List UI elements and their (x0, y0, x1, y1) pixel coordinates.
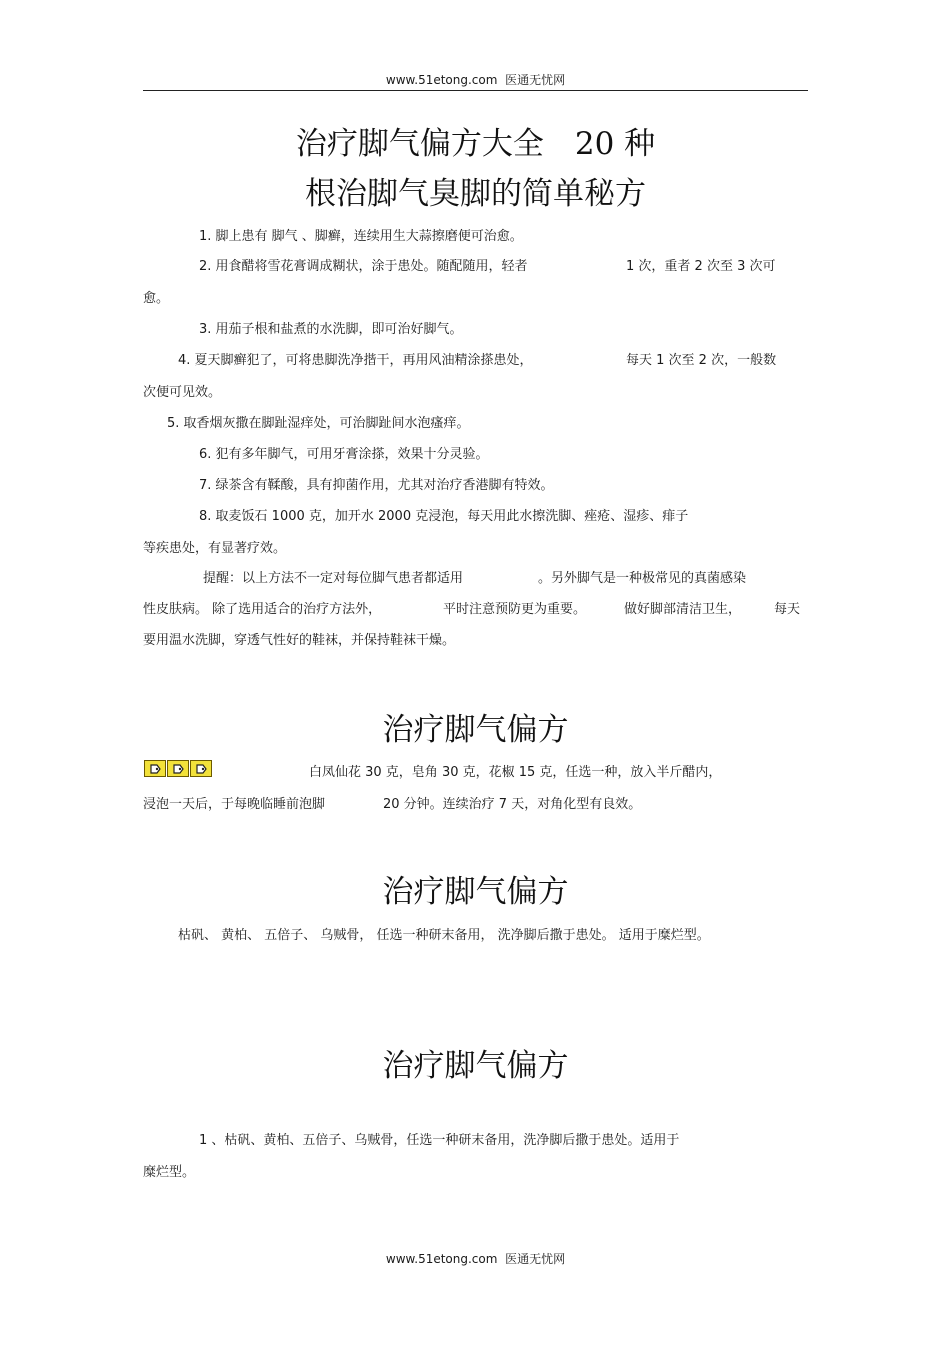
list-item-3: 3. 用茄子根和盐煮的水洗脚，即可治好脚气。 (199, 322, 463, 337)
list-item-2b: 1 次，重者 2 次至 3 次可 (626, 259, 776, 274)
section-2-line-1: 枯矾、 黄柏、 五倍子、 乌贼骨， 任选一种研末备用， 洗净脚后撒于患处。 适用于糜烂型。 (178, 928, 710, 943)
section-1-icon-group (144, 760, 212, 777)
tag-icon (167, 760, 189, 777)
tag-icon (190, 760, 212, 777)
section-1-line-2b: 20 分钟。连续治疗 7 天，对角化型有良效。 (383, 797, 642, 812)
list-item-4a: 4. 夏天脚癣犯了，可将患脚洗净揩干，再用风油精涂搽患处， (178, 353, 533, 368)
main-title-line-2: 根治脚气臭脚的简单秘方 (305, 176, 646, 212)
reminder-line-2c: 做好脚部清洁卫生， (624, 602, 742, 617)
reminder-line-3: 要用温水洗脚，穿透气性好的鞋袜，并保持鞋袜干燥。 (143, 633, 456, 648)
reminder-line-1b: 。另外脚气是一种极常见的真菌感染 (538, 571, 747, 586)
list-item-8b: 等疾患处，有显著疗效。 (143, 541, 287, 556)
reminder-line-1a: 提醒：以上方法不一定对每位脚气患者都适用 (203, 571, 464, 586)
section-3-title: 治疗脚气偏方 (382, 1048, 569, 1084)
section-2-title: 治疗脚气偏方 (382, 874, 569, 910)
section-1-line-1: 白凤仙花 30 克，皂角 30 克，花椒 15 克，任选一种，放入半斤醋内， (309, 765, 722, 780)
page-header (143, 72, 808, 91)
list-item-5: 5. 取香烟灰撒在脚趾湿痒处，可治脚趾间水泡瘙痒。 (167, 416, 470, 431)
list-item-1: 1. 脚上患有 脚气 、脚癣，连续用生大蒜擦磨便可治愈。 (199, 229, 523, 244)
list-item-8a: 8. 取麦饭石 1000 克，加开水 2000 克浸泡，每天用此水擦洗脚、痤疮、湿疹、痱子 (199, 509, 689, 524)
reminder-line-2b: 平时注意预防更为重要。 (443, 602, 587, 617)
section-3-line-2: 糜烂型。 (143, 1165, 196, 1180)
main-title-line-1: 治疗脚气偏方大全 20 种 (295, 126, 656, 162)
reminder-line-2d: 每天 (774, 602, 801, 617)
footer-site-name: 医通无忧网 (505, 1252, 566, 1266)
list-item-7: 7. 绿茶含有鞣酸，具有抑菌作用，尤其对治疗香港脚有特效。 (199, 478, 554, 493)
section-1-title: 治疗脚气偏方 (382, 712, 569, 748)
header-site-name: 医通无忧网 (505, 73, 566, 87)
section-3-line-1: 1 、枯矾、黄柏、五倍子、乌贼骨，任选一种研末备用，洗净脚后撒于患处。适用于 (199, 1133, 680, 1148)
list-item-2c: 愈。 (143, 291, 170, 306)
list-item-4b: 每天 1 次至 2 次，一般数 (626, 353, 777, 368)
tag-icon (144, 760, 166, 777)
section-1-line-2a: 浸泡一天后，于每晚临睡前泡脚 (143, 797, 326, 812)
list-item-4c: 次便可见效。 (143, 385, 222, 400)
header-site-url[interactable]: www.51etong.com (385, 73, 498, 87)
reminder-line-2a: 性皮肤病。 除了选用适合的治疗方法外， (143, 602, 382, 617)
footer-site-url[interactable]: www.51etong.com (385, 1252, 498, 1266)
list-item-2a: 2. 用食醋将雪花膏调成糊状，涂于患处。随配随用，轻者 (199, 259, 528, 274)
list-item-6: 6. 犯有多年脚气，可用牙膏涂搽，效果十分灵验。 (199, 447, 489, 462)
page-footer (143, 1251, 808, 1267)
